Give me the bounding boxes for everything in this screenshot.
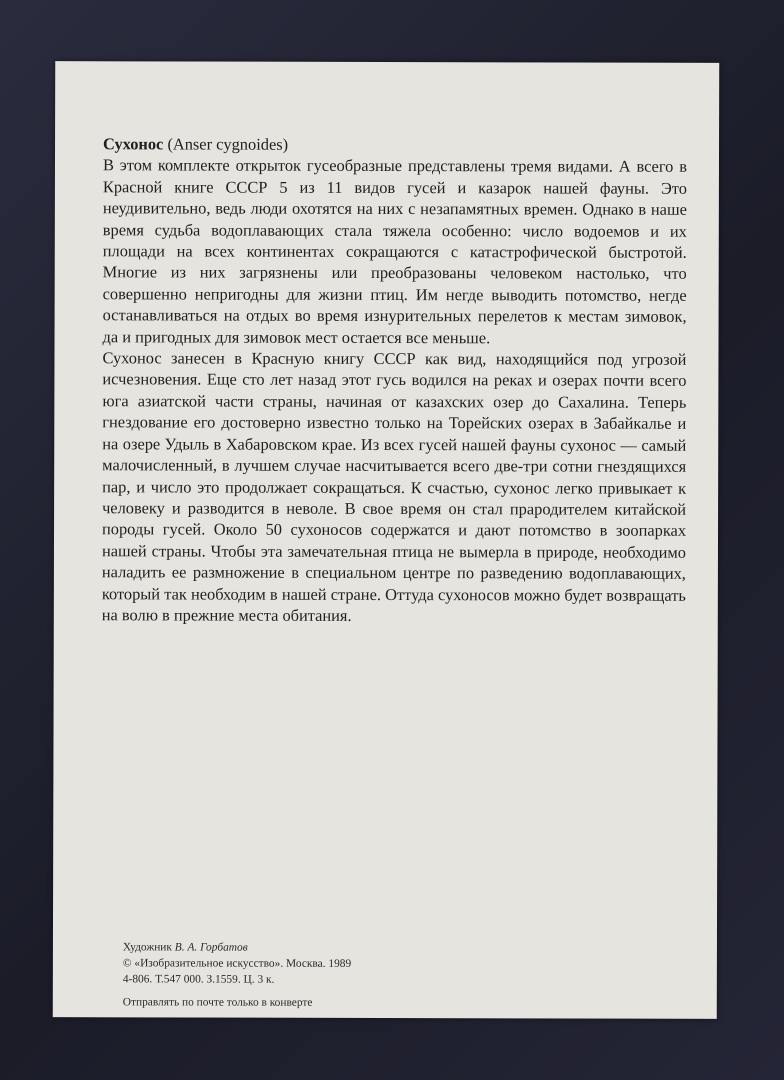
artist-name: В. А. Горбатов — [174, 941, 248, 954]
mail-note: Отправлять по почте только в конверте — [122, 996, 313, 1009]
description-text — [102, 133, 687, 627]
print-info: 4-806. Т.547 000. З.1559. Ц. 3 к. — [122, 973, 275, 986]
imprint — [123, 939, 523, 988]
artist-label: Художник — [122, 941, 172, 954]
species-heading — [103, 133, 687, 156]
paragraph-species: Сухонос занесен в Красную книгу СССР как вид, находящийся под угрозой исчезновения. Еще сто лет назад этот гусь водился на реках и озерах почти всего юга азиатской части страны, начиная от казахских озер до Сахалина. Теперь гнездование его достоверно известно только на Торейских озерах в Забайкалье и на озере Удыль в Хабаровском крае. Из всех гусей нашей фауны сухонос — самый малочисленный, в лучшем случае насчитывается всего две-три сотни гнездящихся пар, и число это продолжает сокращаться. К счастью, сухонос легко привыкает к человеку и разводится в неволе. В свое время он стал прародителем китайской породы гусей. Около 50 сухоносов содержатся и дают потомство в зоопарках нашей страны. Чтобы эта замечательная птица не вымерла в природе, необходимо наладить ее размножение в специальном центре по разведению водоплавающих, который так необходим в нашей стране. Оттуда сухоносов можно будет возвращать на волю в прежние места обитания. — [101, 348, 687, 625]
artist-credit — [123, 939, 523, 956]
species-name-ru: Сухонос — [103, 134, 164, 154]
species-name-latin: (Anser cygnoides) — [167, 134, 289, 154]
paragraph-intro: В этом комплекте открыток гусеобразные представлены тремя видами. А всего в Красной книге СССР 5 из 11 видов гусей и казарок нашей фауны. Это неудивительно, ведь люди охотятся на них с незапамятных времен. Однако в наше время судьба водоплавающих стала тяжела особенно: число водоемов и их площади на всех континентах сокращаются с катастрофической быстротой. Многие из них загрязнены или преобразованы человеком настолько, что совершенно непригодны для жизни птиц. Им негде выводить потомство, негде останавливаться на отдых во время изнурительных перелетов к местам зимовок, да и пригодных для зимовок мест остается все меньше. — [102, 155, 688, 347]
publisher-line: © «Изобразительное искусство». Москва. 1989 — [122, 957, 352, 970]
postcard-back — [53, 61, 720, 1019]
